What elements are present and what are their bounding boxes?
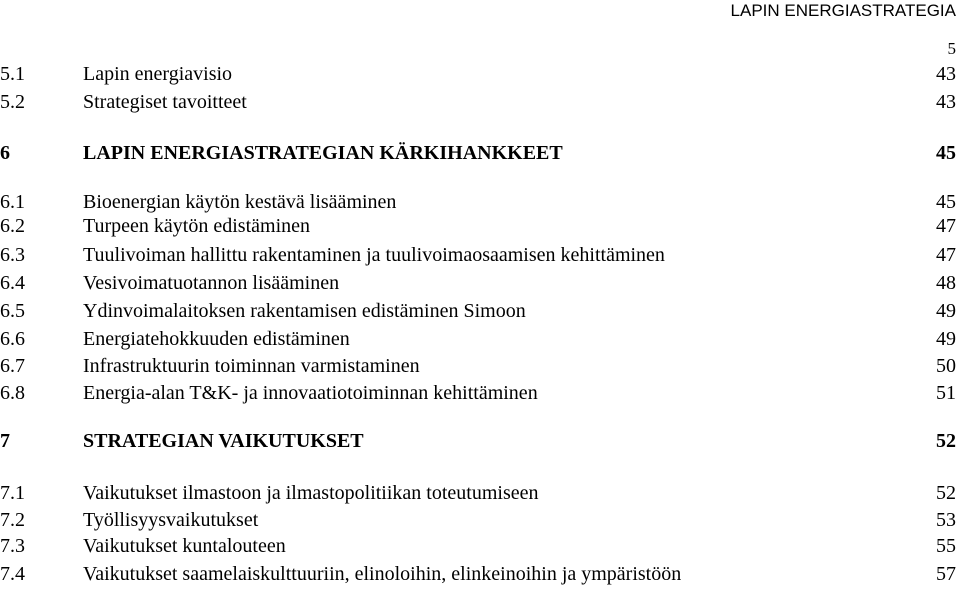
- toc-entry-number: 6.7: [0, 355, 25, 377]
- toc-entry-number: 5.1: [0, 63, 25, 85]
- toc-entry-number: 6.1: [0, 191, 25, 213]
- toc-chapter-7: [0, 428, 956, 454]
- toc-entry-number: 7: [0, 430, 10, 452]
- toc-entry-number: 6: [0, 142, 10, 164]
- toc-entry-page: 57: [936, 563, 956, 585]
- toc-entry-number: 6.5: [0, 300, 25, 322]
- toc-entry-page: 52: [936, 482, 956, 504]
- toc-entry-number: 7.3: [0, 535, 25, 557]
- toc-entry-6-2: [0, 213, 956, 239]
- toc-entry-page: 55: [936, 535, 956, 557]
- page-number: 5: [947, 39, 956, 58]
- toc-entry-page: 45: [936, 142, 956, 164]
- toc-entry-number: 7.2: [0, 509, 25, 531]
- toc-entry-6-7: [0, 353, 956, 379]
- toc-entry-title: Infrastruktuurin toiminnan varmistaminen: [83, 355, 420, 377]
- toc-entry-number: 6.6: [0, 328, 25, 350]
- toc-entry-page: 47: [936, 215, 956, 237]
- toc-entry-title: Ydinvoimalaitoksen rakentamisen edistäminen Simoon: [83, 300, 526, 322]
- toc-entry-page: 43: [936, 91, 956, 113]
- toc-entry-7-2: [0, 507, 956, 533]
- toc-entry-page: 50: [936, 355, 956, 377]
- toc-entry-number: 6.4: [0, 272, 25, 294]
- toc-entry-number: 5.2: [0, 91, 25, 113]
- toc-entry-7-1: [0, 480, 956, 506]
- toc-entry-6-6: [0, 326, 956, 352]
- toc-entry-title: Strategiset tavoitteet: [83, 91, 247, 113]
- toc-entry-title: Vaikutukset kuntalouteen: [83, 535, 286, 557]
- toc-entry-page: 49: [936, 300, 956, 322]
- toc-entry-number: 6.2: [0, 215, 25, 237]
- toc-entry-page: 49: [936, 328, 956, 350]
- toc-entry-6-4: [0, 270, 956, 296]
- toc-entry-number: 7.4: [0, 563, 25, 585]
- running-header: LAPIN ENERGIASTRATEGIA: [730, 1, 956, 20]
- toc-entry-5-1: [0, 61, 956, 87]
- toc-entry-title: Bioenergian käytön kestävä lisääminen: [83, 191, 397, 213]
- toc-chapter-6: [0, 140, 956, 166]
- toc-entry-title: LAPIN ENERGIASTRATEGIAN KÄRKIHANKKEET: [83, 142, 563, 164]
- toc-entry-title: Turpeen käytön edistäminen: [83, 215, 311, 237]
- toc-entry-6-3: [0, 242, 956, 268]
- toc-entry-title: Vaikutukset saamelaiskulttuuriin, elinoloihin, elinkeinoihin ja ympäristöön: [83, 563, 682, 585]
- toc-entry-6-5: [0, 298, 956, 324]
- toc-entry-title: Energiatehokkuuden edistäminen: [83, 328, 350, 350]
- toc-entry-title: STRATEGIAN VAIKUTUKSET: [83, 430, 364, 452]
- toc-entry-number: 6.3: [0, 244, 25, 266]
- toc-entry-title: Tuulivoiman hallittu rakentaminen ja tuulivoimaosaamisen kehittäminen: [83, 244, 665, 266]
- toc-entry-7-3: [0, 533, 956, 559]
- toc-entry-page: 51: [936, 382, 956, 404]
- toc-entry-title: Lapin energiavisio: [83, 63, 233, 85]
- toc-entry-title: Vesivoimatuotannon lisääminen: [83, 272, 340, 294]
- toc-entry-title: Työllisyysvaikutukset: [83, 509, 259, 531]
- toc-entry-5-2: [0, 89, 956, 115]
- toc-entry-page: 47: [936, 244, 956, 266]
- toc-entry-title: Vaikutukset ilmastoon ja ilmastopolitiikan toteutumiseen: [83, 482, 539, 504]
- toc-entry-page: 53: [936, 509, 956, 531]
- toc-entry-page: 52: [936, 430, 956, 452]
- toc-entry-number: 6.8: [0, 382, 25, 404]
- toc-entry-title: Energia-alan T&K- ja innovaatiotoiminnan kehittäminen: [83, 382, 538, 404]
- toc-entry-number: 7.1: [0, 482, 25, 504]
- toc-entry-page: 45: [936, 191, 956, 213]
- toc-entry-page: 43: [936, 63, 956, 85]
- toc-entry-7-4: [0, 561, 956, 587]
- toc-entry-page: 48: [936, 272, 956, 294]
- toc-entry-6-8: [0, 380, 956, 406]
- toc-entry-6-1: [0, 189, 956, 215]
